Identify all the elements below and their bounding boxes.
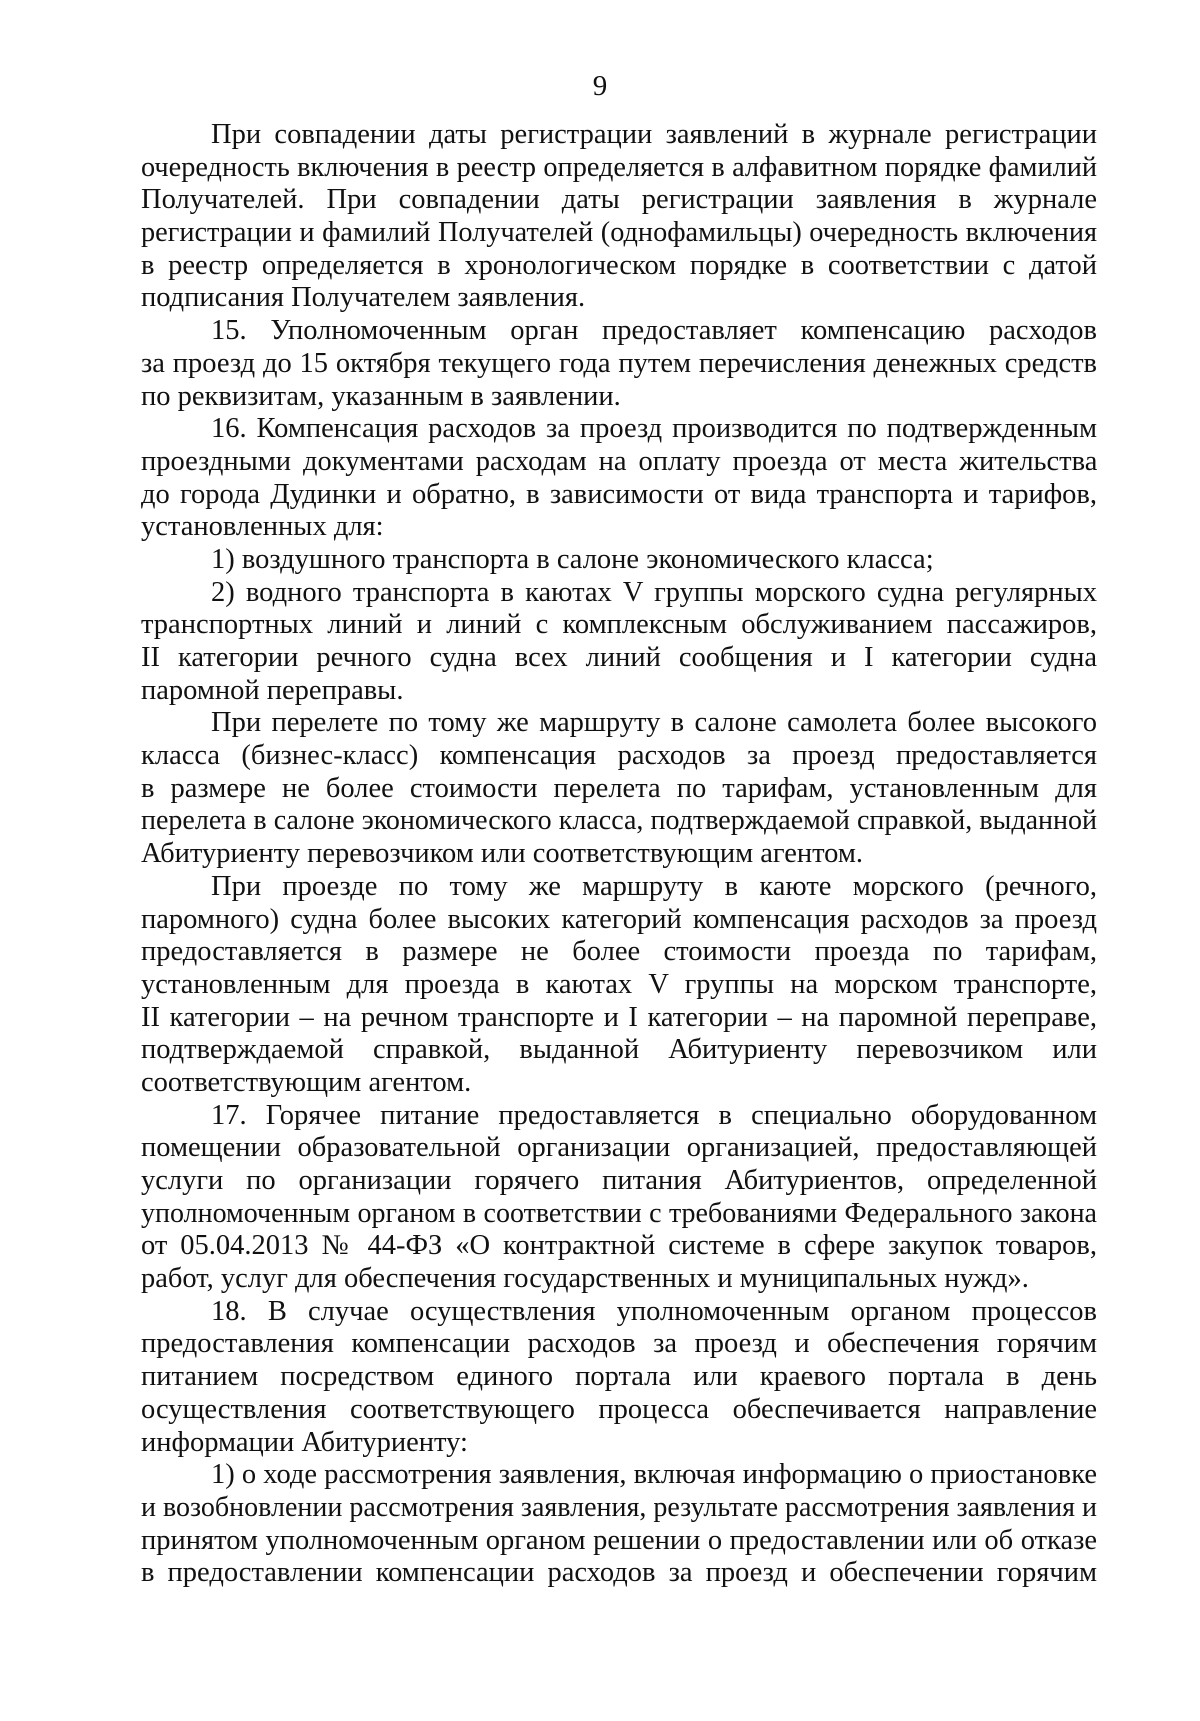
text-line: работ, услуг для обеспечения государственных и муниципальных нужд». <box>141 1263 1029 1295</box>
text-line: При совпадении даты регистрации заявлений в журнале регистрации <box>211 119 1097 150</box>
text-line: 15. Уполномоченным орган предоставляет компенсацию расходов <box>211 315 1097 347</box>
text-line: информации Абитуриенту: <box>141 1426 468 1458</box>
page-number: 9 <box>592 70 608 102</box>
text-line: 1) о ходе рассмотрения заявления, включая информацию о приостановке <box>211 1459 1097 1491</box>
text-line: осуществления соответствующего процесса обеспечивается направление <box>141 1393 1097 1425</box>
text-line: 1) воздушного транспорта в салоне экономического класса; <box>211 543 934 575</box>
text-line: за проезд до 15 октября текущего года путем перечисления денежных средств <box>141 347 1097 379</box>
text-line: транспортных линий и линий с комплексным обслуживанием пассажиров, <box>141 609 1097 641</box>
text-line: 2) водного транспорта в каютах V группы морского судна регулярных <box>211 576 1097 608</box>
text-line: помещении образовательной организации организацией, предоставляющей <box>141 1132 1097 1164</box>
text-line: 18. В случае осуществления уполномоченным органом процессов <box>211 1295 1097 1327</box>
document-body <box>141 119 1097 1590</box>
text-line: При перелете по тому же маршруту в салоне самолета более высокого <box>211 707 1097 739</box>
text-line: до города Дудинки и обратно, в зависимости от вида транспорта и тарифов, <box>141 478 1097 510</box>
text-line: Абитуриенту перевозчиком или соответствующим агентом. <box>141 838 864 870</box>
text-line: подтверждаемой справкой, выданной Абитуриенту перевозчиком или <box>141 1034 1097 1066</box>
text-line: от 05.04.2013 № 44-ФЗ «О контрактной системе в сфере закупок товаров, <box>141 1230 1097 1262</box>
text-line: установленных для: <box>141 511 384 543</box>
text-line: уполномоченным органом в соответствии с требованиями Федерального закона <box>141 1197 1097 1229</box>
text-line: При проезде по тому же маршруту в каюте морского (речного, <box>211 870 1097 902</box>
text-line: проездными документами расходам на оплату проезда от места жительства <box>141 445 1097 477</box>
text-line: II категории речного судна всех линий сообщения и I категории судна <box>141 642 1097 673</box>
text-line: II категории – на речном транспорте и I категории – на паромной переправе, <box>141 1001 1097 1033</box>
text-line: в размере не более стоимости перелета по тарифам, установленным для <box>141 772 1097 804</box>
text-line: в реестр определяется в хронологическом порядке в соответствии с датой <box>141 249 1097 281</box>
text-line: перелета в салоне экономического класса, подтверждаемой справкой, выданной <box>141 805 1097 837</box>
text-line: подписания Получателем заявления. <box>141 282 586 314</box>
text-line: класса (бизнес-класс) компенсация расходов за проезд предоставляется <box>141 740 1097 772</box>
text-line: и возобновлении рассмотрения заявления, результате рассмотрения заявления и <box>141 1491 1097 1523</box>
text-line: услуги по организации горячего питания Абитуриентов, определенной <box>141 1165 1097 1196</box>
text-line: 17. Горячее питание предоставляется в специально оборудованном <box>211 1099 1097 1131</box>
text-line: по реквизитам, указанным в заявлении. <box>141 380 621 412</box>
text-line: паромной переправы. <box>141 674 404 706</box>
text-line: предоставления компенсации расходов за проезд и обеспечения горячим <box>141 1328 1097 1360</box>
text-line: регистрации и фамилий Получателей (однофамильцы) очередность включения <box>141 217 1097 249</box>
text-line: паромного) судна более высоких категорий компенсация расходов за проезд <box>141 903 1097 935</box>
text-line: установленным для проезда в каютах V группы на морском транспорте, <box>141 968 1097 1000</box>
text-line: питанием посредством единого портала или краевого портала в день <box>141 1361 1097 1393</box>
text-line: 16. Компенсация расходов за проезд производится по подтвержденным <box>211 413 1097 445</box>
text-line: предоставляется в размере не более стоимости проезда по тарифам, <box>141 936 1097 968</box>
text-line: соответствующим агентом. <box>141 1066 472 1098</box>
text-line: принятом уполномоченным органом решении о предоставлении или об отказе <box>141 1524 1097 1556</box>
text-line: в предоставлении компенсации расходов за проезд и обеспечении горячим <box>141 1557 1097 1589</box>
text-line: очередность включения в реестр определяется в алфавитном порядке фамилий <box>141 151 1097 183</box>
text-line: Получателей. При совпадении даты регистрации заявления в журнале <box>141 184 1097 216</box>
